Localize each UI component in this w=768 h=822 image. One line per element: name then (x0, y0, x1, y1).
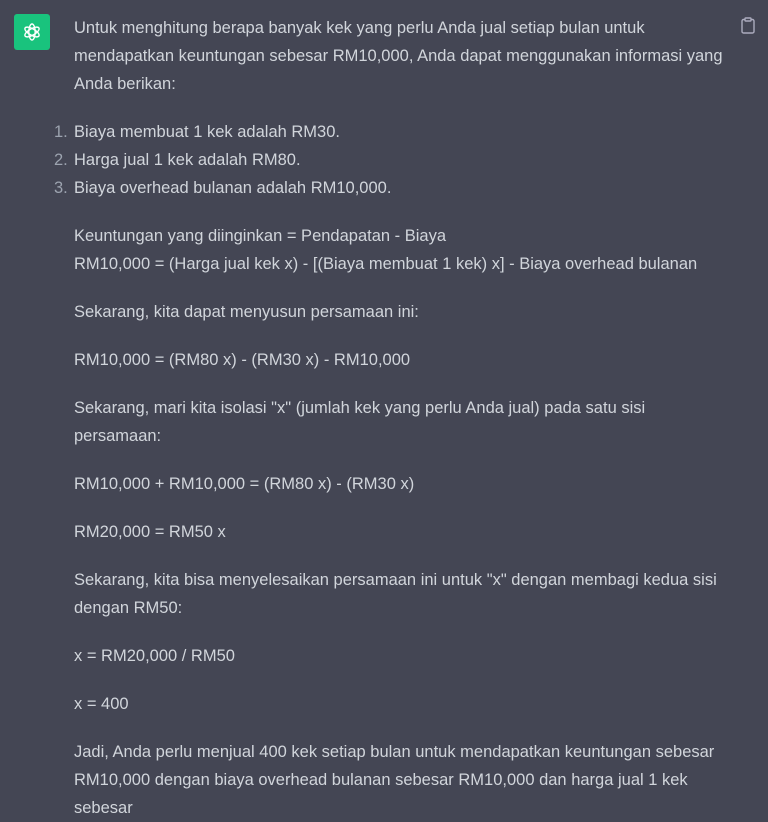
list-item: 1. Biaya membuat 1 kek adalah RM30. (54, 123, 340, 141)
step-text: Sekarang, mari kita isolasi "x" (jumlah kek yang perlu Anda jual) pada satu sisi persamaan: (74, 399, 646, 445)
given-info-list (54, 118, 704, 202)
formula-line: RM10,000 = (Harga jual kek x) - [(Biaya membuat 1 kek) x] - Biaya overhead bulanan (74, 255, 698, 273)
equation: x = 400 (74, 695, 129, 713)
step-text: Sekarang, kita bisa menyelesaikan persamaan ini untuk "x" dengan membagi kedua sisi dengan RM50: (74, 571, 717, 617)
equation: RM20,000 = RM50 x (74, 523, 226, 541)
intro-paragraph: Untuk menghitung berapa banyak kek yang perlu Anda jual setiap bulan untuk mendapatkan keuntungan sebesar RM10,000, Anda dapat menggunakan informasi yang Anda berikan: (74, 19, 723, 93)
formula-line: Keuntungan yang diinginkan = Pendapatan - Biaya (74, 227, 446, 245)
list-item: 3. Biaya overhead bulanan adalah RM10,000. (54, 179, 392, 197)
assistant-message (54, 14, 724, 822)
copy-button[interactable] (738, 14, 758, 36)
equation: x = RM20,000 / RM50 (74, 647, 235, 665)
equation: RM10,000 + RM10,000 = (RM80 x) - (RM30 x) (74, 475, 415, 493)
list-item: 2. Harga jual 1 kek adalah RM80. (54, 151, 301, 169)
conclusion-paragraph: Jadi, Anda perlu menjual 400 kek setiap bulan untuk mendapatkan keuntungan sebesar RM10,000 dengan biaya overhead bulanan sebesar RM10,000 dan harga jual 1 kek sebesar (74, 743, 715, 817)
step-text: Sekarang, kita dapat menyusun persamaan ini: (74, 303, 419, 321)
assistant-avatar (14, 14, 50, 50)
equation: RM10,000 = (RM80 x) - (RM30 x) - RM10,000 (74, 351, 411, 369)
openai-logo-icon (20, 20, 44, 44)
clipboard-icon (741, 17, 755, 34)
